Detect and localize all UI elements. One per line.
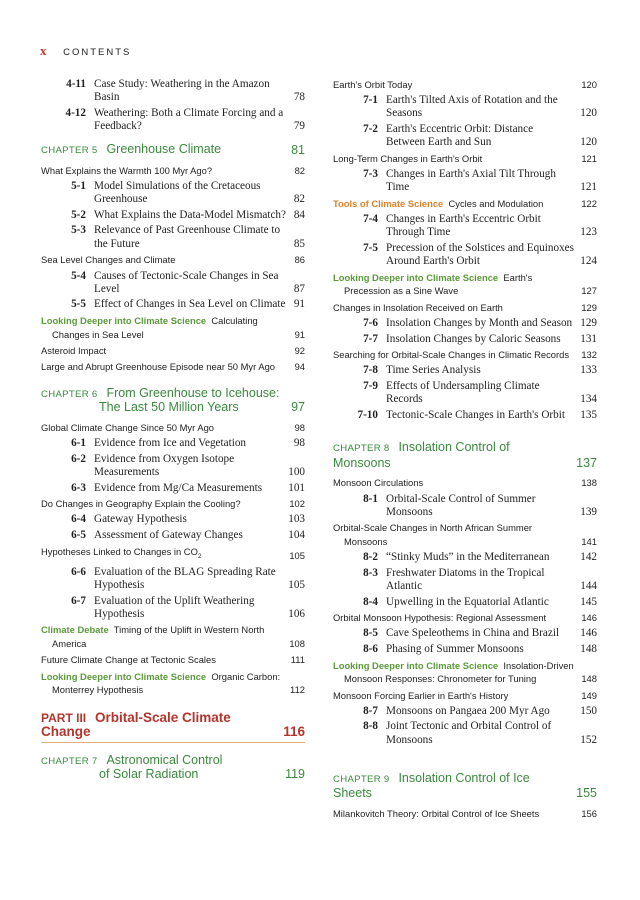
toc-subsection[interactable]: 5-1 Model Simulations of the Cretaceous Greenhouse 82 [71, 180, 305, 206]
toc-subsection[interactable]: 7-4 Changes in Earth's Eccentric Orbit Through Time 123 [363, 213, 597, 239]
toc-section[interactable]: Asteroid Impact 92 [41, 344, 305, 356]
toc-subsection[interactable]: 8-2 “Stinky Muds” in the Mediterranean 142 [363, 551, 597, 564]
toc-subsection[interactable]: 6-5 Assessment of Gateway Changes 104 [71, 529, 305, 542]
running-header [40, 43, 131, 59]
toc-subsection[interactable]: 8-5 Cave Speleothems in China and Brazil 146 [363, 627, 597, 640]
toc-section[interactable]: Sea Level Changes and Climate 86 [41, 254, 305, 266]
toc-section[interactable]: Monsoon Circulations 138 [333, 477, 597, 489]
toc-section[interactable]: Large and Abrupt Greenhouse Episode near 50 Myr Ago 94 [41, 361, 305, 373]
toc-subsection[interactable]: 5-4 Causes of Tectonic-Scale Changes in Sea Level 87 [71, 269, 305, 295]
toc-feature-box[interactable]: Climate Debate Timing of the Uplift in Western North America 108 [41, 624, 305, 649]
toc-section[interactable]: Hypotheses Linked to Changes in $CO_2$ 105 [41, 545, 305, 562]
toc-feature-box[interactable]: Looking Deeper into Climate Science Insolation-Driven Monsoon Responses: Chronometer for Tuning 148 [333, 659, 597, 685]
toc-section[interactable]: Future Climate Change at Tectonic Scales 111 [41, 654, 305, 666]
toc-subsection[interactable]: 7-7 Insolation Changes by Caloric Seasons 131 [363, 332, 597, 345]
toc-subsection[interactable]: 8-1 Orbital-Scale Control of Summer Monsoons 139 [363, 492, 597, 518]
toc-subsection[interactable]: 7-1 Earth's Tilted Axis of Rotation and the Seasons 120 [363, 94, 597, 120]
toc-subsection[interactable]: 8-8 Joint Tectonic and Orbital Control of Monsoons 152 [363, 720, 597, 746]
toc-right-column [333, 78, 597, 823]
toc-section[interactable]: Milankovitch Theory: Orbital Control of Ice Sheets 156 [333, 807, 597, 819]
chapter-5-heading[interactable]: CHAPTER 5 Greenhouse Climate 81 [41, 142, 305, 158]
page-number: x [40, 43, 47, 58]
toc-section[interactable]: Changes in Insolation Received on Earth 129 [333, 301, 597, 313]
toc-feature-box[interactable]: Looking Deeper into Climate Science Calculating Changes in Sea Level 91 [41, 314, 305, 340]
toc-subsection[interactable]: 5-2 What Explains the Data-Model Mismatch? 84 [71, 208, 305, 221]
toc-section[interactable]: Monsoon Forcing Earlier in Earth's History 149 [333, 689, 597, 701]
toc-subsection[interactable]: 7-9 Effects of Undersampling Climate Records 134 [363, 380, 597, 406]
running-title: CONTENTS [63, 47, 132, 58]
toc-subsection[interactable]: 8-6 Phasing of Summer Monsoons 148 [363, 643, 597, 656]
toc-subsection[interactable]: 4-12 Weathering: Both a Climate Forcing and a Feedback? 79 [65, 106, 305, 132]
toc-subsection[interactable]: 6-2 Evidence from Oxygen Isotope Measurements 100 [71, 452, 305, 478]
toc-feature-box[interactable]: Tools of Climate Science Cycles and Modulation 122 [333, 197, 597, 209]
toc-left-column [41, 78, 305, 788]
toc-subsection[interactable]: 5-3 Relevance of Past Greenhouse Climate to the Future 85 [71, 224, 305, 250]
toc-subsection[interactable]: 8-3 Freshwater Diatoms in the Tropical Atlantic 144 [363, 566, 597, 592]
toc-subsection[interactable]: 5-5 Effect of Changes in Sea Level on Climate 91 [71, 298, 305, 311]
toc-subsection[interactable]: 4-11 Case Study: Weathering in the Amazon Basin 78 [66, 78, 305, 104]
toc-feature-box[interactable]: Looking Deeper into Climate Science Organic Carbon: Monterrey Hypothesis 112 [41, 670, 305, 696]
toc-section[interactable]: What Explains the Warmth 100 Myr Ago? 82 [41, 164, 305, 176]
toc-subsection[interactable]: 6-4 Gateway Hypothesis 103 [71, 513, 305, 526]
toc-section[interactable]: Global Climate Change Since 50 Myr Ago 98 [41, 421, 305, 433]
toc-section[interactable]: Long-Term Changes in Earth's Orbit 121 [333, 152, 597, 164]
toc-section[interactable]: Earth's Orbit Today 120 [333, 79, 597, 90]
toc-subsection[interactable]: 7-10 Tectonic-Scale Changes in Earth's Orbit 135 [357, 408, 597, 421]
chapter-9-heading[interactable]: CHAPTER 9 Insolation Control of Ice Sheets 155 [333, 770, 597, 801]
toc-subsection[interactable]: 7-8 Time Series Analysis 133 [363, 364, 597, 377]
toc-feature-box[interactable]: Looking Deeper into Climate Science Earth's Precession as a Sine Wave 127 [333, 271, 597, 297]
toc-subsection[interactable]: 7-5 Precession of the Solstices and Equinoxes Around Earth's Orbit 124 [363, 242, 597, 268]
chapter-7-heading[interactable]: CHAPTER 7 Astronomical Control of Solar Radiation 119 [41, 752, 305, 782]
toc-subsection[interactable]: 6-1 Evidence from Ice and Vegetation 98 [71, 437, 305, 450]
toc-subsection[interactable]: 8-4 Upwelling in the Equatorial Atlantic 145 [363, 595, 597, 608]
toc-subsection[interactable]: 6-7 Evaluation of the Uplift Weathering Hypothesis 106 [71, 594, 305, 620]
toc-subsection[interactable]: 6-6 Evaluation of the BLAG Spreading Rate Hypothesis 105 [71, 565, 305, 591]
toc-subsection[interactable]: 7-3 Changes in Earth's Axial Tilt Through Time 121 [363, 168, 597, 194]
toc-section[interactable]: Do Changes in Geography Explain the Cooling? 102 [41, 498, 305, 510]
toc-section[interactable]: Searching for Orbital-Scale Changes in Climatic Records 132 [333, 349, 597, 361]
toc-section[interactable]: Orbital Monsoon Hypothesis: Regional Assessment 146 [333, 612, 597, 624]
toc-subsection[interactable]: 6-3 Evidence from Mg/Ca Measurements 101 [71, 481, 305, 494]
toc-subsection[interactable]: 8-7 Monsoons on Pangaea 200 Myr Ago 150 [363, 704, 597, 717]
part-3-heading[interactable]: PART III Orbital-Scale Climate Change 116 [41, 711, 305, 743]
toc-subsection[interactable]: 7-6 Insolation Changes by Month and Season 129 [363, 316, 597, 329]
toc-section[interactable]: Orbital-Scale Changes in North African Summer Monsoons 141 [333, 522, 597, 547]
chapter-6-heading[interactable]: CHAPTER 6 From Greenhouse to Icehouse: The Last 50 Million Years 97 [41, 385, 305, 415]
chapter-8-heading[interactable]: CHAPTER 8 Insolation Control of Monsoons 137 [333, 440, 597, 470]
toc-subsection[interactable]: 7-2 Earth's Eccentric Orbit: Distance Between Earth and Sun 120 [363, 123, 597, 149]
